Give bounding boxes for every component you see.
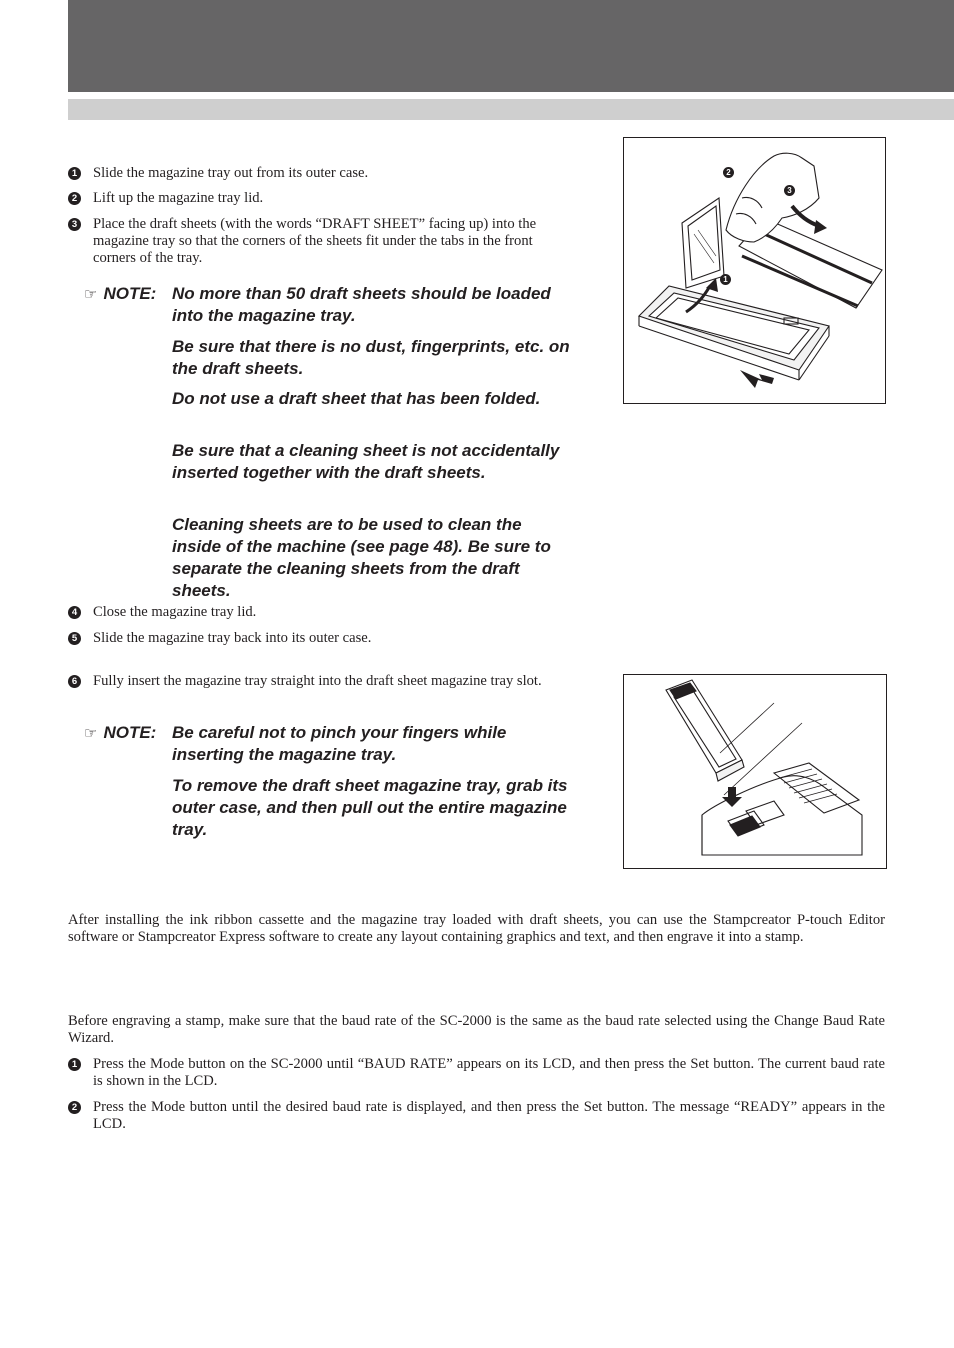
step-number-2: 2 bbox=[68, 1101, 81, 1114]
step-text: Press the Mode button on the SC-2000 until “BAUD RATE” appears on its LCD, and then press the Set button. The current baud rate is shown in the LCD. bbox=[93, 1056, 885, 1089]
step-number-4: 4 bbox=[68, 606, 81, 619]
note-line: Do not use a draft sheet that has been folded. bbox=[172, 389, 541, 408]
magazine-tray-open-illustration bbox=[624, 138, 885, 403]
note-line: Be careful not to pinch your fingers while inserting the magazine tray. bbox=[172, 723, 507, 764]
step-text: Lift up the magazine tray lid. bbox=[93, 190, 264, 206]
figure-inserting-tray bbox=[623, 674, 887, 869]
note-line: No more than 50 draft sheets should be loaded into the magazine tray. bbox=[172, 284, 551, 325]
note-label bbox=[84, 283, 156, 306]
step-1 bbox=[68, 165, 573, 182]
callout-2: 2 bbox=[723, 167, 734, 178]
note-label bbox=[84, 722, 156, 745]
step-text: Slide the magazine tray out from its outer case. bbox=[93, 165, 369, 181]
note-line: To remove the draft sheet magazine tray, grab its outer case, and then pull out the entire magazine tray. bbox=[172, 776, 568, 839]
step-text: Fully insert the magazine tray straight into the draft sheet magazine tray slot. bbox=[93, 673, 542, 689]
section-header-bar bbox=[68, 99, 954, 120]
step-number-3: 3 bbox=[68, 218, 81, 231]
engrave-paragraph: After installing the ink ribbon cassette and the magazine tray loaded with draft sheets, you can use the Stampcreator P-touch Editor software or Stampcreator Express software to create any layout containing graphics and text, and then engrave it into a stamp. bbox=[68, 912, 885, 945]
callout-3: 3 bbox=[784, 185, 795, 196]
step-number-1: 1 bbox=[68, 1058, 81, 1071]
step-6 bbox=[68, 673, 573, 690]
pointing-hand-icon: ☞ bbox=[84, 725, 98, 742]
figure-loading-draft-sheets bbox=[623, 137, 886, 404]
note-line: Be sure that a cleaning sheet is not accidentally inserted together with the draft sheets. bbox=[172, 441, 560, 482]
callout-1: 1 bbox=[720, 274, 731, 285]
step-text: Slide the magazine tray back into its outer case. bbox=[93, 630, 372, 646]
step-number-2: 2 bbox=[68, 192, 81, 205]
step-number-5: 5 bbox=[68, 632, 81, 645]
step-text: Close the magazine tray lid. bbox=[93, 604, 257, 620]
note-line: Be sure that there is no dust, fingerprints, etc. on the draft sheets. bbox=[172, 337, 570, 378]
step-text: Press the Mode button until the desired baud rate is displayed, and then press the Set button. The message “READY” appears in the LCD. bbox=[93, 1099, 885, 1132]
note-label-text: NOTE: bbox=[103, 284, 157, 303]
baud-step-1 bbox=[68, 1056, 885, 1090]
note-line: Cleaning sheets are to be used to clean the inside of the machine (see page 48). Be sure to separate the cleaning sheets from the draft sheets. bbox=[172, 515, 551, 600]
step-number-1: 1 bbox=[68, 167, 81, 180]
note-label-text: NOTE: bbox=[103, 723, 157, 742]
step-5 bbox=[68, 630, 573, 647]
baud-step-2 bbox=[68, 1099, 885, 1133]
step-2 bbox=[68, 190, 573, 207]
pointing-hand-icon: ☞ bbox=[84, 286, 98, 303]
step-text: Place the draft sheets (with the words “DRAFT SHEET” facing up) into the magazine tray so that the corners of the sheets fit under the tabs in the front corners of the tray. bbox=[93, 216, 537, 266]
step-number-6: 6 bbox=[68, 675, 81, 688]
tray-insertion-illustration bbox=[624, 675, 886, 868]
chapter-header-bar bbox=[68, 0, 954, 92]
step-3 bbox=[68, 216, 573, 267]
baud-rate-paragraph: Before engraving a stamp, make sure that the baud rate of the SC-2000 is the same as the baud rate selected using the Change Baud Rate Wizard. bbox=[68, 1013, 885, 1046]
step-4 bbox=[68, 604, 573, 621]
